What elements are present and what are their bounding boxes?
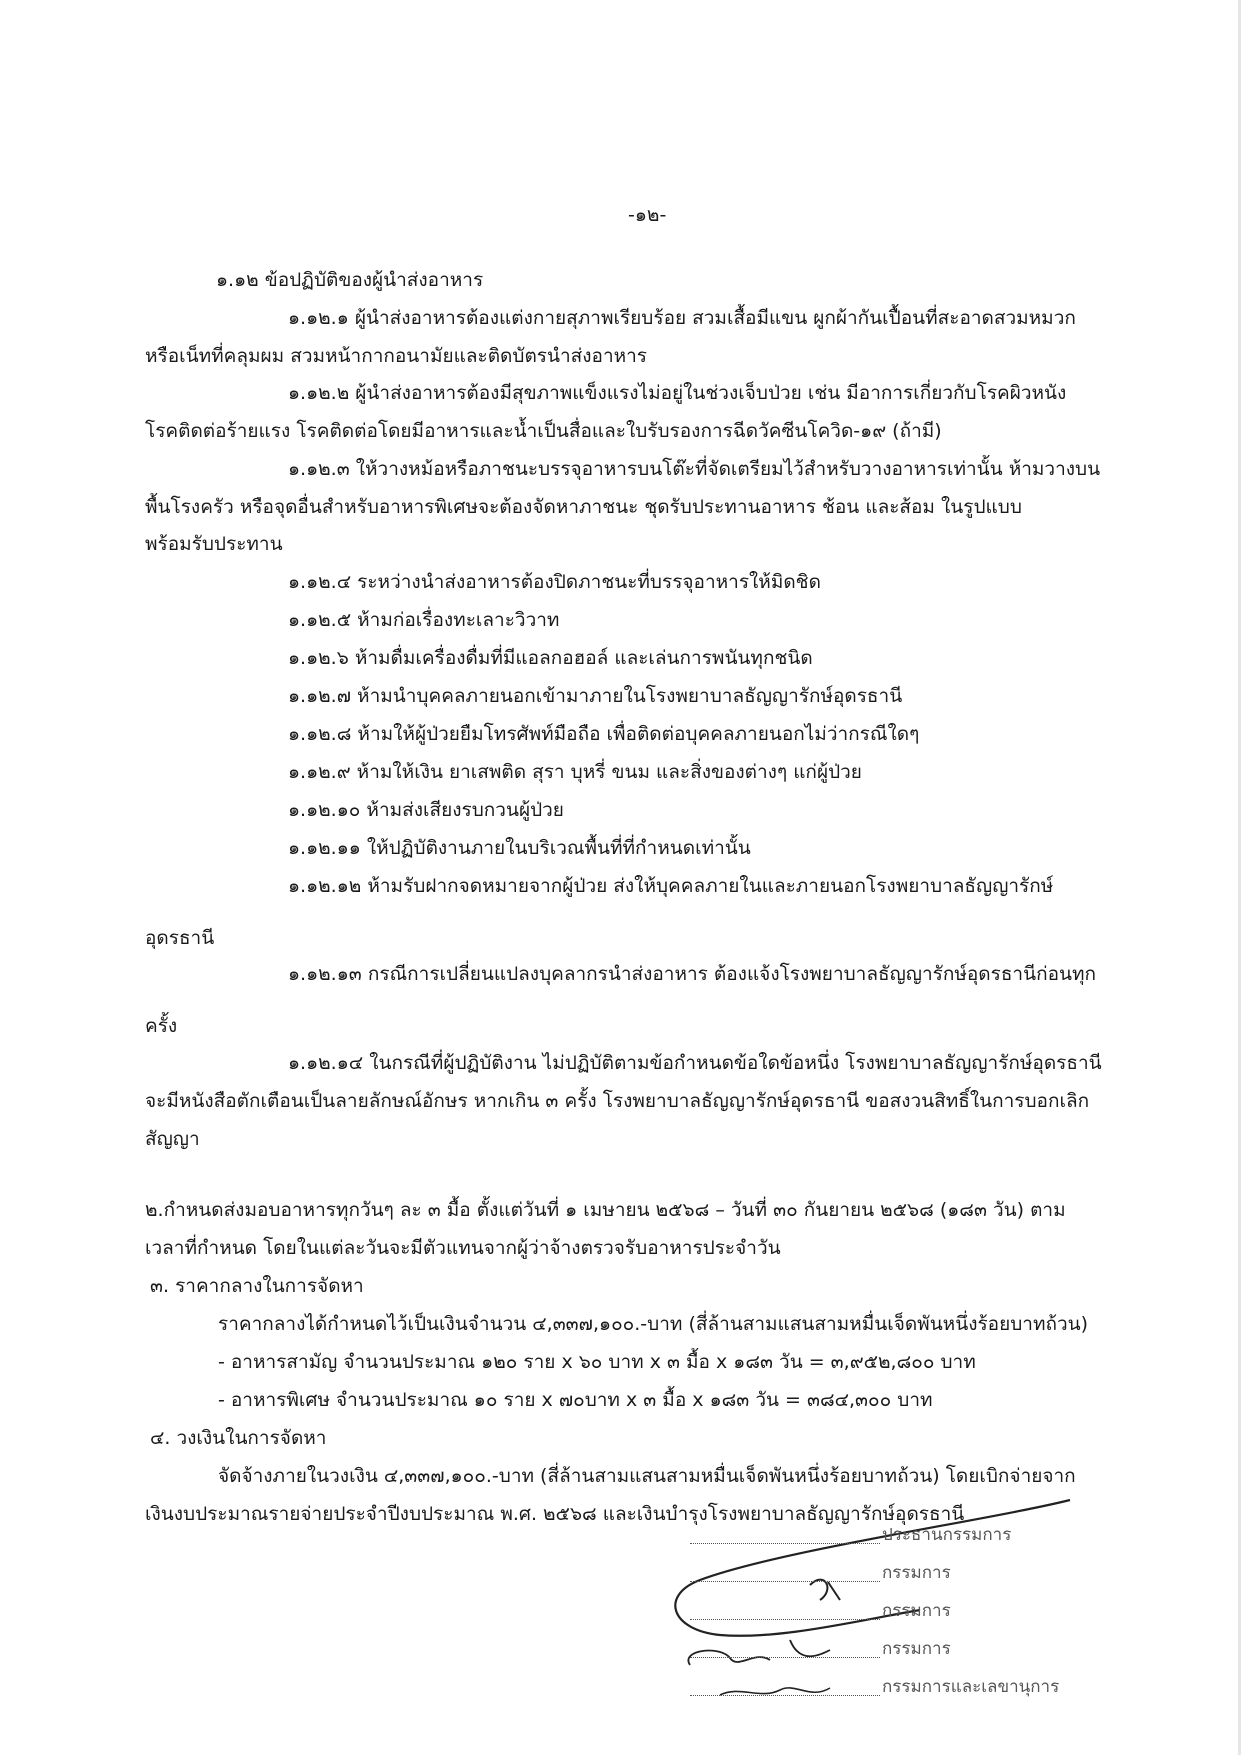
item-1-12-3-line1: ๑.๑๒.๓ ให้วางหม้อหรือภาชนะบรรจุอาหารบนโต๊ะที่จัดเตรียมไว้สำหรับวางอาหารเท่านั้น ห้ามวางบน (288, 458, 1101, 480)
item-1-12-8: ๑.๑๒.๘ ห้ามให้ผู้ป่วยยืมโทรศัพท์มือถือ เพื่อติดต่อบุคคลภายนอกไม่ว่ากรณีใดๆ (288, 723, 920, 745)
signature-title: กรรมการ (882, 1601, 951, 1621)
signature-line (690, 1543, 880, 1544)
signature-chairman (690, 1510, 1090, 1550)
item-1-12-3-line2: พื้นโรงครัว หรือจุดอื่นสำหรับอาหารพิเศษจะต้องจัดหาภาชนะ ชุดรับประทานอาหาร ช้อน และส้อม ในรูปแบบ (145, 496, 1022, 518)
item-1-12-12-line2: อุดรธานี (145, 927, 215, 949)
signature-line (690, 1695, 880, 1696)
signature-line (690, 1581, 880, 1582)
item-1-12-3-line3: พร้อมรับประทาน (145, 533, 283, 555)
item-1-12-13-line1: ๑.๑๒.๑๓ กรณีการเปลี่ยนแปลงบุคลากรนำส่งอาหาร ต้องแจ้งโรงพยาบาลธัญญารักษ์อุดรธานีก่อนทุก (288, 963, 1097, 985)
item-1-12-14-line3: สัญญา (145, 1128, 200, 1150)
item-1-12-1-line2: หรือเน็ทที่คลุมผม สวมหน้ากากอนามัยและติดบัตรนำส่งอาหาร (145, 345, 648, 367)
item-1-12-9: ๑.๑๒.๙ ห้ามให้เงิน ยาเสพติด สุรา บุหรี่ ขนม และสิ่งของต่างๆ แก่ผู้ป่วย (288, 761, 862, 783)
section-3-heading: ๓. ราคากลางในการจัดหา (150, 1275, 364, 1297)
section-3-line2: - อาหารสามัญ จำนวนประมาณ ๑๒๐ ราย x ๖๐ บาท x ๓ มื้อ x ๑๘๓ วัน = ๓,๙๕๒,๘๐๐ บาท (218, 1351, 976, 1373)
section-3-line1: ราคากลางได้กำหนดไว้เป็นเงินจำนวน ๔,๓๓๗,๑๐๐.-บาท (สี่ล้านสามแสนสามหมื่นเจ็ดพันหนึ่งร้อยบาทถ้วน) (218, 1313, 1089, 1335)
signature-line (690, 1619, 880, 1620)
signature-title: กรรมการ (882, 1563, 951, 1583)
signature-title: ประธานกรรมการ (882, 1525, 1012, 1545)
item-1-12-11: ๑.๑๒.๑๑ ให้ปฏิบัติงานภายในบริเวณพื้นที่ที่กำหนดเท่านั้น (288, 837, 751, 859)
signature-line (690, 1657, 880, 1658)
signature-member-1 (690, 1548, 1090, 1588)
signature-secretary (690, 1662, 1090, 1702)
item-1-12-6: ๑.๑๒.๖ ห้ามดื่มเครื่องดื่มที่มีแอลกอฮอล์ และเล่นการพนันทุกชนิด (288, 647, 813, 669)
item-1-12-2-line2: โรคติดต่อร้ายแรง โรคติดต่อโดยมีอาหารและน้ำเป็นสื่อและใบรับรองการฉีดวัคซีนโควิด-๑๙ (ถ้ามี) (145, 420, 942, 442)
section-4-heading: ๔. วงเงินในการจัดหา (150, 1427, 327, 1449)
item-1-12-14-line2: จะมีหนังสือตักเตือนเป็นลายลักษณ์อักษร หากเกิน ๓ ครั้ง โรงพยาบาลธัญญารักษ์อุดรธานี ขอสงวนสิทธิ์ในการบอกเลิก (145, 1090, 1090, 1112)
item-1-12-7: ๑.๑๒.๗ ห้ามนำบุคคลภายนอกเข้ามาภายในโรงพยาบาลธัญญารักษ์อุดรธานี (288, 685, 903, 707)
section-2-line1: ๒.กำหนดส่งมอบอาหารทุกวันๆ ละ ๓ มื้อ ตั้งแต่วันที่ ๑ เมษายน ๒๕๖๘ – วันที่ ๓๐ กันยายน ๒๕๖๘ (๑๘๓ วัน) ตาม (145, 1199, 1066, 1221)
signature-title: กรรมการและเลขานุการ (882, 1677, 1060, 1697)
signature-member-3 (690, 1624, 1090, 1664)
item-1-12-2-line1: ๑.๑๒.๒ ผู้นำส่งอาหารต้องมีสุขภาพแข็งแรงไม่อยู่ในช่วงเจ็บป่วย เช่น มีอาการเกี่ยวกับโรคผิวหนัง (288, 382, 1067, 404)
signature-block (660, 1490, 1110, 1720)
item-1-12-1-line1: ๑.๑๒.๑ ผู้นำส่งอาหารต้องแต่งกายสุภาพเรียบร้อย สวมเสื้อมีแขน ผูกผ้ากันเปื้อนที่สะอาดสวมหมวก (288, 307, 1076, 329)
signature-member-2 (690, 1586, 1090, 1626)
item-1-12-5: ๑.๑๒.๕ ห้ามก่อเรื่องทะเลาะวิวาท (288, 609, 560, 631)
item-1-12-12-line1: ๑.๑๒.๑๒ ห้ามรับฝากจดหมายจากผู้ป่วย ส่งให้บุคคลภายในและภายนอกโรงพยาบาลธัญญารักษ์ (288, 875, 1054, 897)
section-4-line1: จัดจ้างภายในวงเงิน ๔,๓๓๗,๑๐๐.-บาท (สี่ล้านสามแสนสามหมื่นเจ็ดพันหนึ่งร้อยบาทถ้วน) โดยเบิกจ่ายจาก (218, 1465, 1076, 1487)
item-1-12-13-line2: ครั้ง (145, 1015, 178, 1037)
signature-title: กรรมการ (882, 1639, 951, 1659)
section-3-line3: - อาหารพิเศษ จำนวนประมาณ ๑๐ ราย x ๗๐บาท x ๓ มื้อ x ๑๘๓ วัน = ๓๘๔,๓๐๐ บาท (218, 1389, 933, 1411)
section-2-line2: เวลาที่กำหนด โดยในแต่ละวันจะมีตัวแทนจากผู้ว่าจ้างตรวจรับอาหารประจำวัน (145, 1237, 781, 1259)
item-1-12-10: ๑.๑๒.๑๐ ห้ามส่งเสียงรบกวนผู้ป่วย (288, 799, 564, 821)
section-heading-1-12: ๑.๑๒ ข้อปฏิบัติของผู้นำส่งอาหาร (216, 269, 484, 291)
page-number: -๑๒- (628, 204, 667, 226)
item-1-12-4: ๑.๑๒.๔ ระหว่างนำส่งอาหารต้องปิดภาชนะที่บรรจุอาหารให้มิดชิด (288, 571, 821, 593)
section-4-line2: เงินงบประมาณรายจ่ายประจำปีงบประมาณ พ.ศ. ๒๕๖๘ และเงินบำรุงโรงพยาบาลธัญญารักษ์อุดรธานี (145, 1503, 965, 1525)
item-1-12-14-line1: ๑.๑๒.๑๔ ในกรณีที่ผู้ปฏิบัติงาน ไม่ปฏิบัติตามข้อกำหนดข้อใดข้อหนึ่ง โรงพยาบาลธัญญารักษ์อุดรธานี (288, 1052, 1102, 1074)
